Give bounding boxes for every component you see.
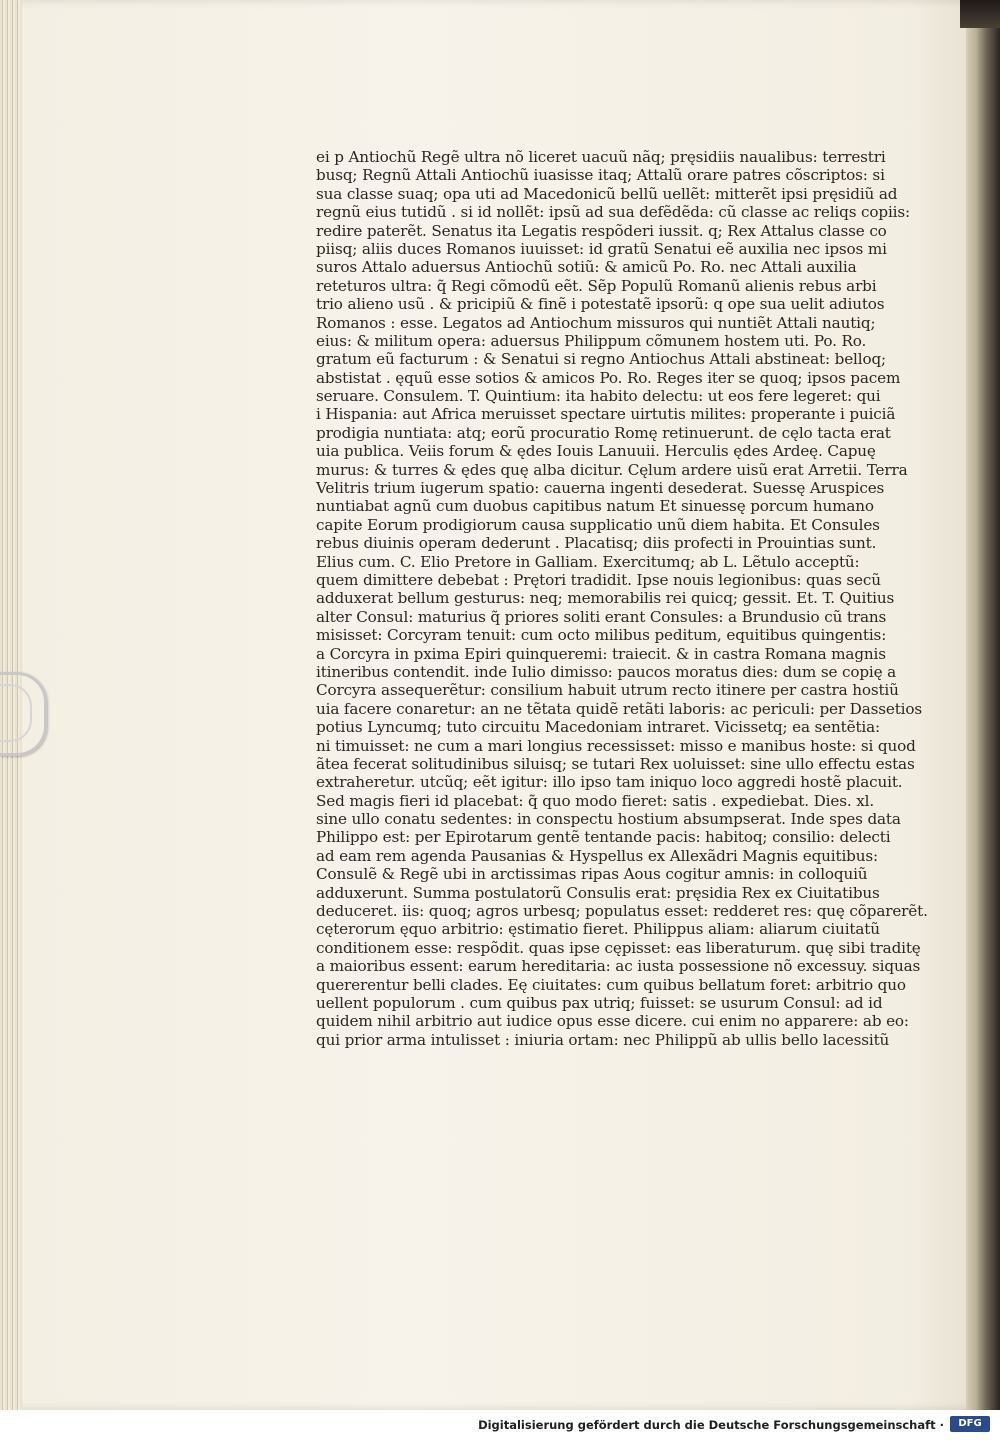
- text-line: nuntiabat agnũ cum duobus capitibus natum Et sinuessę porcum humano: [316, 497, 874, 516]
- text-line: uia facere conaretur: an ne tẽtata quidẽ retãti laboris: ac periculi: per Dassetios: [316, 699, 923, 718]
- text-line: trio alieno usũ . & pricipiũ & finẽ i potestatẽ ipsorũ: q ope sua uelit adiutos: [316, 295, 885, 314]
- text-line: uia publica. Veiis forum & ędes Iouis Lanuuii. Herculis ędes Ardeę. Capuę: [316, 442, 876, 461]
- text-line: gratum eũ facturum : & Senatui si regno Antiochus Attali abstineat: belloq;: [316, 350, 886, 369]
- text-line: conditionem esse: respõdit. quas ipse cępisset: eas liberaturum. quę sibi traditę: [316, 938, 921, 957]
- text-line: quidem nihil arbitrio aut iudice opus esse dicere. cui enim no apparere: ab eo:: [316, 1012, 909, 1031]
- text-line: rebus diuinis operam dederunt . Placatisq; diis profecti in Prouintias sunt.: [316, 534, 877, 553]
- text-line: prodigia nuntiata: atq; eorũ procuratio Romę retinuerunt. de cęlo tacta erat: [316, 423, 891, 442]
- text-line: suros Attalo aduersus Antiochũ sotiũ: & amicũ Po. Ro. nec Attali auxilia: [316, 258, 857, 277]
- text-line: sine ullo conatu sedentes: in conspectu hostium absumpserat. Inde spes data: [316, 810, 901, 829]
- text-line: adduxerat bellum gesturus: neq; memorabilis rei quicq; gessit. Et. T. Quitius: [316, 589, 895, 608]
- text-line: Philippo est: per Epirotarum gentẽ tentande pacis: habitoq; consilio: delecti: [316, 828, 891, 847]
- text-line: Corcyra assequerẽtur: consilium habuit utrum recto itinere per castra hostiũ: [316, 681, 899, 700]
- text-line: Consulẽ & Regẽ ubi in arctissimas ripas Aous cogitur amnis: in colloquiũ: [316, 865, 868, 884]
- text-line: quem dimittere debebat : Prętori tradidit. Ipse nouis legionibus: quas secũ: [316, 570, 881, 589]
- text-line: reteturos ultra: q̃ Regi cõmodũ eẽt. Sẽp Populũ Romanũ alienis rebus arbi: [316, 276, 877, 295]
- text-line: misisset: Corcyram tenuit: cum octo milibus peditum, equitibus quingentis:: [316, 626, 887, 645]
- text-line: uellent populorum . cum quibus pax utriq; fuisset: se usurum Consul: ad id: [316, 993, 883, 1012]
- text-line: sua classe suaq; opa uti ad Macedonicũ bellũ uellẽt: mitterẽt ipsi pręsidiũ ad: [316, 184, 898, 203]
- text-line: seruare. Consulem. T. Quintium: ita habito delectu: ut eos fere legeret: qui: [316, 387, 881, 406]
- text-line: a Corcyra in pxima Epiri quinqueremi: traiecit. & in castra Romana magnis: [316, 644, 886, 663]
- text-line: Velitris trium iugerum spatio: cauerna ingenti desederat. Suessę Aruspices: [316, 479, 885, 498]
- text-line: a maioribus essent: earum hereditaria: ac iusta possessione nõ excessuy. siquas: [316, 957, 921, 976]
- text-line: cęterorum ęquo arbitrio: ęstimatio fieret. Philippus aliam: aliarum ciuitatũ: [316, 920, 880, 939]
- text-line: alter Consul: maturius q̃ priores soliti erant Consules: a Brundusio cũ trans: [316, 607, 887, 626]
- footer-credit: Digitalisierung gefördert durch die Deutsche Forschungsgemeinschaft ·: [478, 1418, 944, 1432]
- dfg-logo-icon: DFG: [950, 1416, 990, 1432]
- text-line: ãtea fecerat solitudinibus siluisq; se tutari Rex uoluisset: sine ullo effectu estas: [316, 754, 915, 773]
- text-line: redire paterẽt. Senatus ita Legatis respõderi iussit. q; Rex Attalus classe co: [316, 221, 887, 240]
- text-line: quererentur belli clades. Eę ciuitates: cum quibus bellatum foret: arbitrio quo: [316, 975, 906, 994]
- text-block: [316, 148, 928, 1049]
- text-line: adduxerunt. Summa postulatorũ Consulis erat: pręsidia Rex ex Ciuitatibus: [316, 883, 880, 902]
- text-line: ei p Antiochũ Regẽ ultra nõ liceret uacuũ nãq; pręsidiis naualibus: terrestri: [316, 148, 886, 166]
- text-line: ni timuisset: ne cum a mari longius recessisset: misso e manibus hoste: si quod: [316, 736, 916, 755]
- text-line: potius Lyncumq; tuto circuitu Macedoniam intraret. Vicissetq; ea sentẽtia:: [316, 718, 880, 737]
- book-cover-corner: [960, 0, 1000, 28]
- text-line: eius: & militum opera: aduersus Philippum cõmunem hostem uti. Po. Ro.: [316, 331, 867, 350]
- text-line: piisq; aliis duces Romanos iuuisset: id gratũ Senatui eẽ auxilia nec ipsos mi: [316, 239, 887, 258]
- text-line: i Hispania: aut Africa meruisset spectare uirtutis milites: properante i puiciã: [316, 405, 896, 424]
- text-line: deduceret. iis: quoq; agros urbesq; populatus esset: redderet res: quę cõparerẽt.: [316, 902, 928, 921]
- text-line: extraheretur. utcũq; eẽt igitur: illo ipso tam iniquo loco aggredi hostẽ placuit.: [316, 773, 903, 792]
- paper-clip-inner-loop: [0, 684, 32, 742]
- text-line: regnũ eius tutidũ . si id nollẽt: ipsũ ad sua defẽdẽda: cũ classe ac reliqs copiis:: [316, 203, 910, 222]
- text-line: ad eam rem agenda Pausanias & Hyspellus ex Allexãdri Magnis equitibus:: [316, 846, 878, 865]
- book-binding-edge: [966, 0, 1000, 1410]
- text-line: qui prior arma intulisset : iniuria ortam: nec Philippũ ab ullis bello lacessitũ: [316, 1030, 890, 1049]
- text-line: itineribus contendit. inde Iulio dimisso: paucos moratus dies: dum se copię a: [316, 662, 897, 681]
- text-line: Romanos : esse. Legatos ad Antiochum missuros qui nuntiẽt Attali nautiq;: [316, 313, 876, 332]
- text-line: busq; Regnũ Attali Antiochũ iuasisse itaq; Attalũ orare patres cõscriptos: si: [316, 166, 885, 185]
- text-line: capite Eorum prodigiorum causa supplicatio unũ diem habita. Et Consules: [316, 515, 880, 534]
- text-line: Elius cum. C. Elio Pretore in Galliam. Exercitumq; ab L. Lẽtulo acceptũ:: [316, 552, 860, 571]
- text-line: abstistat . ęquũ esse sotios & amicos Po. Ro. Reges iter se quoq; ipsos pacem: [316, 368, 901, 387]
- text-line: murus: & turres & ędes quę alba dicitur. Cęlum ardere uisũ erat Arretii. Terra: [316, 460, 908, 479]
- text-line: Sed magis fieri id placebat: q̃ quo modo fieret: satis . expediebat. Dies. xl.: [316, 791, 875, 810]
